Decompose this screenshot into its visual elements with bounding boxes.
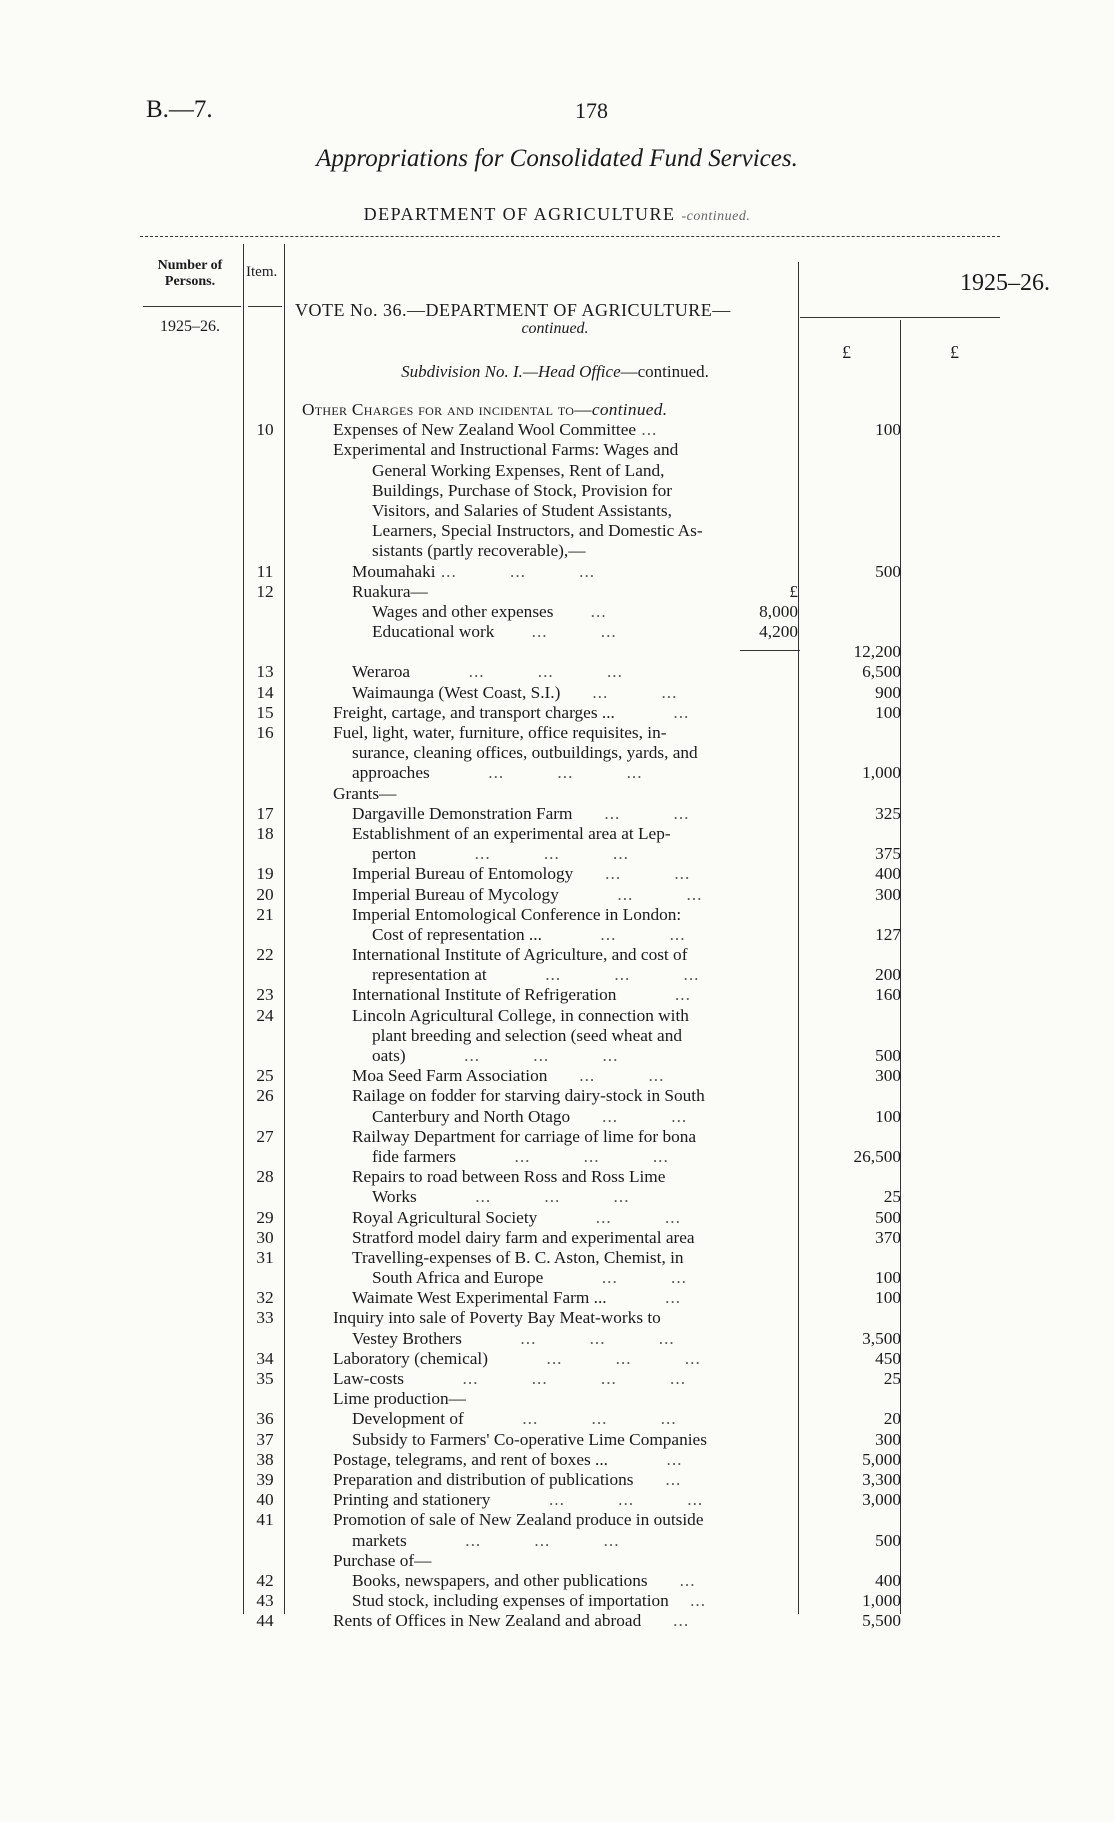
amount: 3,000 (862, 1490, 901, 1510)
table-row (0, 1228, 1114, 1248)
amount: 6,500 (862, 662, 901, 682)
row-description: Rents of Offices in New Zealand and abroad ... (333, 1611, 690, 1631)
table-row (0, 1329, 1114, 1349)
table-row (0, 1611, 1114, 1631)
amount: 325 (875, 803, 901, 823)
amount: 370 (875, 1227, 901, 1247)
amount: 5,000 (862, 1449, 901, 1469)
row-description: Stud stock, including expenses of importation ... (352, 1591, 707, 1611)
leader-dots: ... (636, 420, 658, 440)
row-description: Laboratory (chemical) ... ... ... (333, 1348, 701, 1368)
amount: 3,500 (862, 1328, 901, 1348)
row-description: Law-costs ... ... ... ... (333, 1369, 687, 1388)
row-description: Cost of representation ... ... ... (372, 924, 686, 944)
row-description: Purchase of— (333, 1550, 432, 1570)
row-description: Ruakura— (352, 581, 428, 601)
leader-dots: ... ... ... (410, 662, 623, 682)
item-number: 38 (256, 1449, 274, 1469)
table-row (0, 562, 1114, 582)
number-of-persons-header: Number of Persons. (157, 258, 223, 289)
table-row (0, 521, 1114, 541)
item-number: 26 (256, 1086, 274, 1106)
row-description: Canterbury and North Otago ... ... (372, 1106, 688, 1126)
item-number: 29 (256, 1207, 274, 1227)
row-description: Moumahaki ... ... ... (352, 561, 596, 581)
item-number: 33 (256, 1308, 274, 1328)
leader-dots: ... ... ... (405, 1046, 619, 1065)
row-description: Educational work ... ... (372, 622, 617, 642)
leader-dots: ... ... ... (486, 965, 700, 985)
leader-dots: ... ... (541, 924, 686, 944)
row-description: Lincoln Agricultural College, in connection with (352, 1005, 689, 1025)
item-number: 34 (256, 1348, 274, 1368)
leader-dots: ... ... ... (463, 1409, 677, 1429)
leader-dots: ... (641, 1611, 690, 1631)
row-description: Promotion of sale of New Zealand produce in outside (333, 1510, 704, 1530)
row-description: fide farmers ... ... ... (372, 1146, 669, 1166)
row-description: sistants (partly recoverable),— (372, 541, 586, 561)
row-description: Weraroa ... ... ... (352, 662, 623, 682)
table-row (0, 683, 1114, 703)
table-row (0, 1127, 1114, 1147)
row-description: Expenses of New Zealand Wool Committee ... (333, 420, 658, 440)
leader-dots: ... ... (570, 1106, 688, 1126)
table-row (0, 1389, 1114, 1409)
item-header-rule (248, 306, 282, 307)
row-description: Development of ... ... ... (352, 1409, 677, 1429)
leader-dots: ... (633, 1469, 682, 1489)
table-row (0, 1430, 1114, 1450)
table-row (0, 642, 1114, 662)
leader-dots: ... ... ... (406, 1530, 620, 1550)
row-description: Buildings, Purchase of Stock, Provision for (372, 480, 673, 500)
table-row (0, 945, 1114, 965)
table-row (0, 1490, 1114, 1510)
leader-dots: ... ... ... (490, 1490, 704, 1510)
table-row (0, 804, 1114, 824)
row-description: Subsidy to Farmers' Co-operative Lime Companies (352, 1429, 707, 1449)
item-number: 32 (256, 1288, 274, 1308)
leader-dots: ... ... ... (461, 1328, 675, 1348)
row-description: Waimaunga (West Coast, S.I.) ... ... (352, 682, 678, 702)
row-description: perton ... ... ... (372, 844, 629, 864)
row-description: Preparation and distribution of publications ... (333, 1469, 682, 1489)
item-number: 24 (256, 1005, 274, 1025)
leader-dots: ... ... (572, 803, 690, 823)
leader-dots: ... ... (558, 884, 703, 904)
amount: 500 (875, 1207, 901, 1227)
table-row (0, 824, 1114, 844)
row-description: Lime production— (333, 1389, 466, 1409)
table-row (0, 622, 1114, 642)
table-row (0, 844, 1114, 864)
item-number: 13 (256, 662, 274, 682)
amount: 300 (875, 884, 901, 904)
leader-dots: ... ... ... (416, 1187, 630, 1207)
item-number: 19 (256, 864, 274, 884)
pound-sign-amount: £ (842, 342, 851, 362)
table-row (0, 1006, 1114, 1026)
leader-dots: ... ... ... (429, 763, 643, 783)
item-number: 11 (256, 561, 274, 581)
item-number: 41 (256, 1510, 274, 1530)
table-row (0, 1288, 1114, 1308)
row-description: Printing and stationery ... ... ... (333, 1490, 704, 1510)
leader-dots: ... (616, 985, 691, 1005)
table-row (0, 1308, 1114, 1328)
leader-dots: ... ... (543, 1268, 687, 1288)
table-row (0, 1046, 1114, 1066)
row-description: Moa Seed Farm Association ... ... (352, 1066, 665, 1086)
subtotal-rule (740, 650, 800, 651)
leader-dots: ... ... (560, 682, 678, 702)
table-row (0, 400, 1114, 420)
row-description: Freight, cartage, and transport charges ... ... (333, 702, 690, 722)
leader-dots: ... (608, 1449, 683, 1469)
row-description: Imperial Bureau of Entomology ... ... (352, 864, 691, 884)
amount: 127 (875, 924, 901, 944)
table-row (0, 925, 1114, 945)
amount: 5,500 (862, 1611, 901, 1631)
amount: 500 (875, 1530, 901, 1550)
table-row (0, 662, 1114, 682)
estimate-year-header: 1925–26. (960, 270, 1050, 296)
amount: 26,500 (853, 1146, 901, 1166)
amount: 160 (875, 985, 901, 1005)
row-description-continued: continued. (591, 400, 668, 419)
table-row (0, 1409, 1114, 1429)
item-number: 44 (256, 1611, 274, 1631)
item-number: 30 (256, 1227, 274, 1247)
row-description: Repairs to road between Ross and Ross Lime (352, 1167, 666, 1187)
amount: 100 (875, 1268, 901, 1288)
amount: 12,200 (853, 642, 901, 662)
sub-amount: 4,200 (759, 622, 798, 642)
amount: 25 (883, 1187, 901, 1207)
amount: 1,000 (862, 1591, 901, 1611)
table-row (0, 1107, 1114, 1127)
table-row (0, 885, 1114, 905)
leader-dots: ... (606, 1288, 682, 1308)
leader-dots: ... ... ... (435, 561, 596, 581)
item-number: 39 (256, 1469, 274, 1489)
leader-dots: ... ... (494, 622, 617, 642)
item-number: 27 (256, 1126, 274, 1146)
row-description: Travelling-expenses of B. C. Aston, Chemist, in (352, 1247, 684, 1267)
vote-title: VOTE No. 36.—DEPARTMENT OF AGRICULTURE— (295, 300, 731, 320)
table-row (0, 582, 1114, 602)
page-code: B.—7. (146, 96, 213, 123)
row-description: Visitors, and Salaries of Student Assistants, (372, 500, 672, 520)
row-description: representation at ... ... ... (372, 965, 700, 985)
table-row (0, 501, 1114, 521)
item-number: 10 (256, 420, 274, 440)
table-row (0, 1268, 1114, 1288)
sub-amount: 8,000 (759, 601, 798, 621)
leader-dots: ... ... (537, 1207, 681, 1227)
page-title: Appropriations for Consolidated Fund Services. (316, 145, 798, 172)
amount: 3,300 (862, 1469, 901, 1489)
row-description: International Institute of Refrigeration ... (352, 985, 691, 1005)
table-row (0, 1187, 1114, 1207)
item-number: 36 (256, 1409, 274, 1429)
table-row (0, 1470, 1114, 1490)
appropriation-table (0, 400, 1114, 1631)
item-header: Item. (246, 264, 278, 280)
table-row (0, 864, 1114, 884)
department-continued: -continued. (681, 209, 751, 224)
table-row (0, 602, 1114, 622)
table-row (0, 1369, 1114, 1389)
item-number: 14 (256, 682, 274, 702)
amount: 200 (875, 965, 901, 985)
page-number: 178 (575, 98, 608, 123)
amount: 20 (883, 1409, 901, 1429)
table-row (0, 420, 1114, 440)
item-number: 17 (256, 803, 274, 823)
item-number: 35 (256, 1369, 274, 1388)
table-row (0, 1026, 1114, 1046)
table-row (0, 784, 1114, 804)
table-row (0, 1450, 1114, 1470)
row-description: Postage, telegrams, and rent of boxes ... ... (333, 1449, 683, 1469)
item-number: 20 (256, 884, 274, 904)
table-row (0, 703, 1114, 723)
pound-sign-total: £ (950, 342, 959, 362)
row-description: Fuel, light, water, furniture, office requisites, in- (333, 723, 667, 742)
row-description: markets ... ... ... (352, 1530, 620, 1550)
table-row (0, 763, 1114, 783)
table-row (0, 1208, 1114, 1228)
item-number: 12 (256, 581, 274, 601)
leader-dots: ... ... ... (487, 1348, 701, 1368)
amount: 500 (875, 561, 901, 581)
table-row (0, 1349, 1114, 1369)
row-description: Wages and other expenses ... (372, 601, 607, 621)
persons-year-header: 1925–26. (160, 318, 220, 335)
leader-dots: ... (668, 1591, 707, 1611)
leader-dots: ... ... (573, 864, 691, 884)
row-description: Other Charges for and incidental to—continued. (302, 400, 668, 419)
amount: 1,000 (862, 763, 901, 783)
table-row (0, 965, 1114, 985)
row-description: Grants— (333, 783, 397, 803)
leader-dots: ... (553, 601, 607, 621)
table-row (0, 481, 1114, 501)
row-description: Learners, Special Instructors, and Domestic As- (372, 521, 703, 541)
amount: 400 (875, 1570, 901, 1590)
amount: 400 (875, 864, 901, 884)
item-number: 42 (256, 1570, 274, 1590)
amount: 300 (875, 1429, 901, 1449)
item-number: 18 (256, 823, 274, 843)
row-description: Dargaville Demonstration Farm ... ... (352, 803, 690, 823)
amount: 100 (875, 420, 901, 440)
department-heading (0, 204, 1114, 225)
subdivision-heading (295, 362, 815, 382)
table-row (0, 1167, 1114, 1187)
item-number: 25 (256, 1066, 274, 1086)
amount: 500 (875, 1046, 901, 1065)
table-top-rule (140, 236, 1000, 237)
item-number: 16 (256, 723, 274, 742)
row-description: oats) ... ... ... (372, 1046, 619, 1065)
table-row (0, 440, 1114, 460)
row-description: South Africa and Europe ... ... (372, 1268, 687, 1288)
row-description: Railage on fodder for starving dairy-stock in South (352, 1086, 705, 1106)
row-description: Waimate West Experimental Farm ... ... (352, 1288, 682, 1308)
row-description: Works ... ... ... (372, 1187, 630, 1207)
department-name: DEPARTMENT OF AGRICULTURE (363, 204, 676, 224)
amount: 100 (875, 1288, 901, 1308)
table-row (0, 1551, 1114, 1571)
row-description: Royal Agricultural Society ... ... (352, 1207, 681, 1227)
leader-dots: ... ... ... (455, 1146, 669, 1166)
vote-continued: continued. (521, 320, 589, 337)
leader-dots: ... ... (547, 1066, 665, 1086)
row-description: General Working Expenses, Rent of Land, (372, 460, 665, 480)
item-number: 23 (256, 985, 274, 1005)
item-number: 15 (256, 702, 274, 722)
table-row (0, 541, 1114, 561)
amount: 100 (875, 1106, 901, 1126)
row-description: Stratford model dairy farm and experimental area (352, 1227, 695, 1247)
table-row (0, 461, 1114, 481)
leader-dots: ... (614, 702, 690, 722)
amount: 900 (875, 682, 901, 702)
row-description: Imperial Bureau of Mycology ... ... (352, 884, 703, 904)
amount: 25 (883, 1369, 901, 1388)
row-description: surance, cleaning offices, outbuildings, yards, and (352, 743, 698, 763)
row-description: Experimental and Instructional Farms: Wages and (333, 440, 679, 460)
amount: 100 (875, 702, 901, 722)
table-row (0, 723, 1114, 743)
table-row (0, 1531, 1114, 1551)
row-description: plant breeding and selection (seed wheat and (372, 1025, 682, 1045)
item-number: 43 (256, 1591, 274, 1611)
item-number: 28 (256, 1167, 274, 1187)
item-number: 40 (256, 1490, 274, 1510)
row-description: Establishment of an experimental area at Lep- (352, 823, 671, 843)
row-description: International Institute of Agriculture, and cost of (352, 945, 688, 965)
amount: 300 (875, 1066, 901, 1086)
table-row (0, 1571, 1114, 1591)
row-description: Books, newspapers, and other publications ... (352, 1570, 696, 1590)
amount: 375 (875, 844, 901, 864)
persons-header-rule (143, 306, 241, 307)
leader-dots: ... ... ... ... (404, 1369, 687, 1388)
item-number: 31 (256, 1247, 274, 1267)
table-row (0, 985, 1114, 1005)
table-row (0, 1066, 1114, 1086)
table-row (0, 1510, 1114, 1530)
item-number: 21 (256, 904, 274, 924)
row-description: approaches ... ... ... (352, 763, 643, 783)
estimate-header-rule (800, 317, 1000, 318)
table-row (0, 1248, 1114, 1268)
amount: 450 (875, 1348, 901, 1368)
subdivision-continued: —continued. (620, 362, 709, 381)
table-row (0, 1591, 1114, 1611)
item-number: 22 (256, 945, 274, 965)
table-row (0, 743, 1114, 763)
table-row (0, 905, 1114, 925)
row-description: Inquiry into sale of Poverty Bay Meat-works to (333, 1308, 661, 1328)
leader-dots: ... ... ... (416, 844, 629, 864)
item-number: 37 (256, 1429, 274, 1449)
row-description: Vestey Brothers ... ... ... (352, 1328, 675, 1348)
subdivision-label: Subdivision No. I.—Head Office (401, 362, 621, 381)
row-description: Railway Department for carriage of lime for bona (352, 1126, 697, 1146)
table-row (0, 1147, 1114, 1167)
sub-amount: £ (789, 581, 798, 601)
leader-dots: ... (647, 1570, 696, 1590)
table-row (0, 1086, 1114, 1106)
row-description: Imperial Entomological Conference in London: (352, 904, 682, 924)
